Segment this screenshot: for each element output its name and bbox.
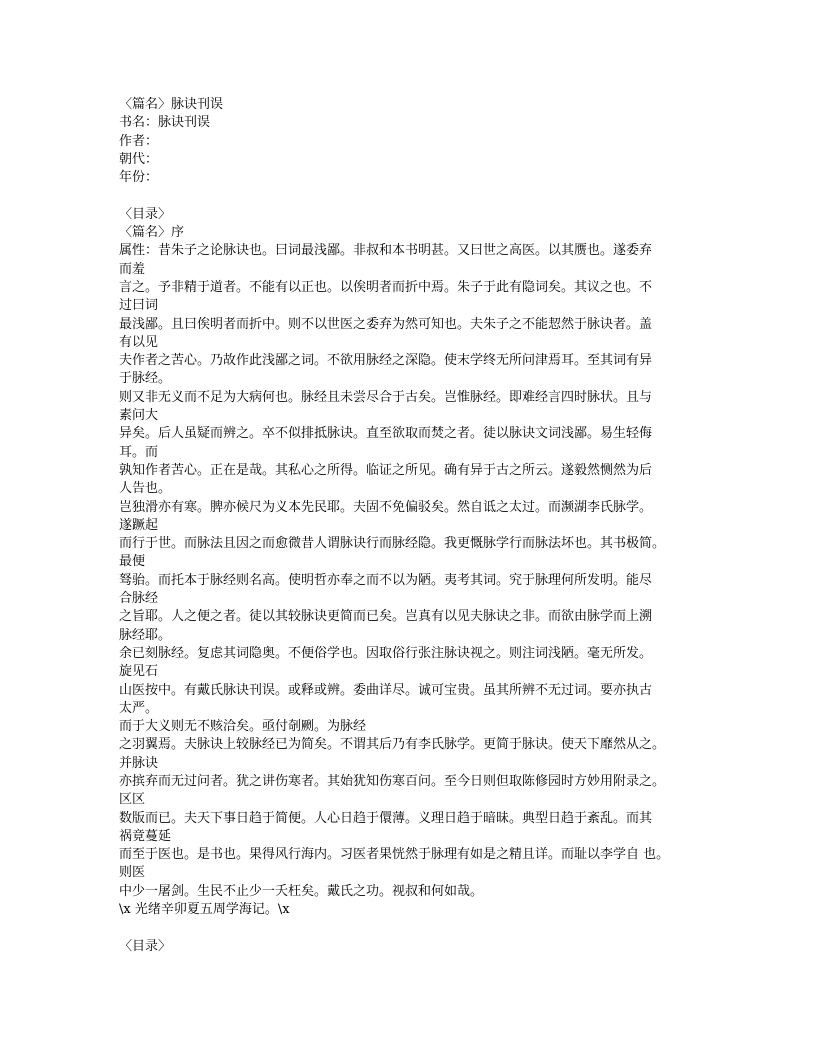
body-line: 余已刻脉经。复虑其词隐奥。不便俗学也。因取俗行张注脉诀视之。则注词浅陋。毫无所发。	[119, 645, 653, 661]
body-line: 区区	[119, 792, 146, 808]
body-line: 耳。而	[119, 444, 159, 460]
body-line: 而于大义则无不赅洽矣。亟付剞劂。为脉经	[119, 719, 367, 735]
section-title: 〈篇名〉序	[119, 225, 185, 241]
body-line: 素问大	[119, 408, 159, 424]
book-name-line: 书名：脉诀刊误	[119, 115, 211, 131]
body-line: 岂独滑亦有寒。脾亦候尺为义本先民耶。夫固不免偏驳矣。然自诋之太过。而濒湖李氏脉学。	[119, 499, 653, 515]
body-line: 而至于医也。是书也。果得风行海内。习医者果恍然于脉理有如是之精且详。而耻以李学自 也。	[119, 847, 670, 863]
body-line: 则医	[119, 865, 146, 881]
dynasty-line: 朝代：	[119, 151, 159, 167]
body-line: 言之。予非精于道者。不能有以正也。以俟明者而折中焉。朱子于此有隐词矣。其议之也。不	[119, 279, 653, 295]
year-line: 年份：	[119, 170, 159, 186]
body-line: 亦摈弃而无过问者。犹之讲伤寒者。其始犹知伤寒百问。至今日则但取陈修园时方妙用附录之。	[119, 773, 666, 789]
body-line: 最便	[119, 554, 146, 570]
body-line: 之旨耶。人之便之者。徒以其较脉诀更简而已矣。岂真有以见夫脉诀之非。而欲由脉学而上溯	[119, 609, 653, 625]
body-line: 数版而已。夫天下事日趋于简便。人心日趋于儇薄。义理日趋于暗昧。典型日趋于紊乱。而其	[119, 810, 653, 826]
body-line: 过曰词	[119, 298, 159, 314]
toc-marker-end: 〈目录〉	[119, 938, 172, 954]
body-line: 有以见	[119, 334, 159, 350]
body-line: 驽骀。而托本于脉经则名高。使明哲亦奉之而不以为陋。夷考其词。究于脉理何所发明。能尽	[119, 572, 653, 588]
body-line: 异矣。后人虽疑而辨之。卒不似排抵脉诀。直至欲取而焚之者。徒以脉诀文词浅鄙。易生轻侮	[119, 426, 653, 442]
author-line: 作者：	[119, 133, 159, 149]
body-line: 于脉经。	[119, 371, 172, 387]
body-line: 合脉经	[119, 591, 159, 607]
metadata-block	[119, 96, 699, 187]
body-line: 而羞	[119, 261, 146, 277]
toc-marker: 〈目录〉	[119, 206, 172, 222]
body-line: 人告也。	[119, 481, 172, 497]
body-line: 而行于世。而脉法且因之而愈微昔人谓脉诀行而脉经隐。我更慨脉学行而脉法坏也。其书极简。	[119, 536, 666, 552]
work-title-line: 〈篇名〉脉诀刊误	[119, 97, 224, 112]
body-line: 遂蹶起	[119, 517, 159, 533]
body-line: 并脉诀	[119, 755, 159, 771]
body-line: 脉经耶。	[119, 627, 172, 643]
body-line: 中少一屠剑。生民不止少一夭枉矣。戴氏之功。视叔和何如哉。	[119, 883, 484, 899]
spacer	[119, 919, 699, 937]
body-line: 孰知作者苦心。正在是哉。其私心之所得。临证之所见。确有异于古之所云。遂毅然恻然为后	[119, 462, 653, 478]
body-line: 太严。	[119, 700, 159, 716]
body-line: 属性：昔朱子之论脉诀也。曰词最浅鄙。非叔和本书明甚。又曰世之高医。以其赝也。遂委弃	[119, 243, 653, 259]
preface-body	[119, 242, 699, 919]
body-line: 山医按中。有戴氏脉诀刊误。或释或辨。委曲详尽。诚可宝贵。虽其所辨不无过词。要亦执古	[119, 682, 653, 698]
body-line: 则又非无义而不足为大病何也。脉经且未尝尽合于古矣。岂惟脉经。即难经言四时脉状。且与	[119, 389, 653, 405]
body-line: \x 光绪辛卯夏五周学海记。\x	[119, 902, 290, 918]
spacer	[119, 187, 699, 205]
body-line: 祸竟蔓延	[119, 828, 172, 844]
body-line: 夫作者之苦心。乃故作此浅鄙之词。不欲用脉经之深隐。使末学终无所问津焉耳。至其词有异	[119, 353, 653, 369]
body-line: 之羽翼焉。夫脉诀上较脉经已为简矣。不谓其后乃有李氏脉学。更简于脉诀。使天下靡然从之。	[119, 737, 666, 753]
document-page	[119, 96, 699, 956]
body-line: 旋见石	[119, 664, 159, 680]
body-line: 最浅鄙。且曰俟明者而折中。则不以世医之委弃为然可知也。夫朱子之不能恝然于脉诀者。盖	[119, 316, 653, 332]
